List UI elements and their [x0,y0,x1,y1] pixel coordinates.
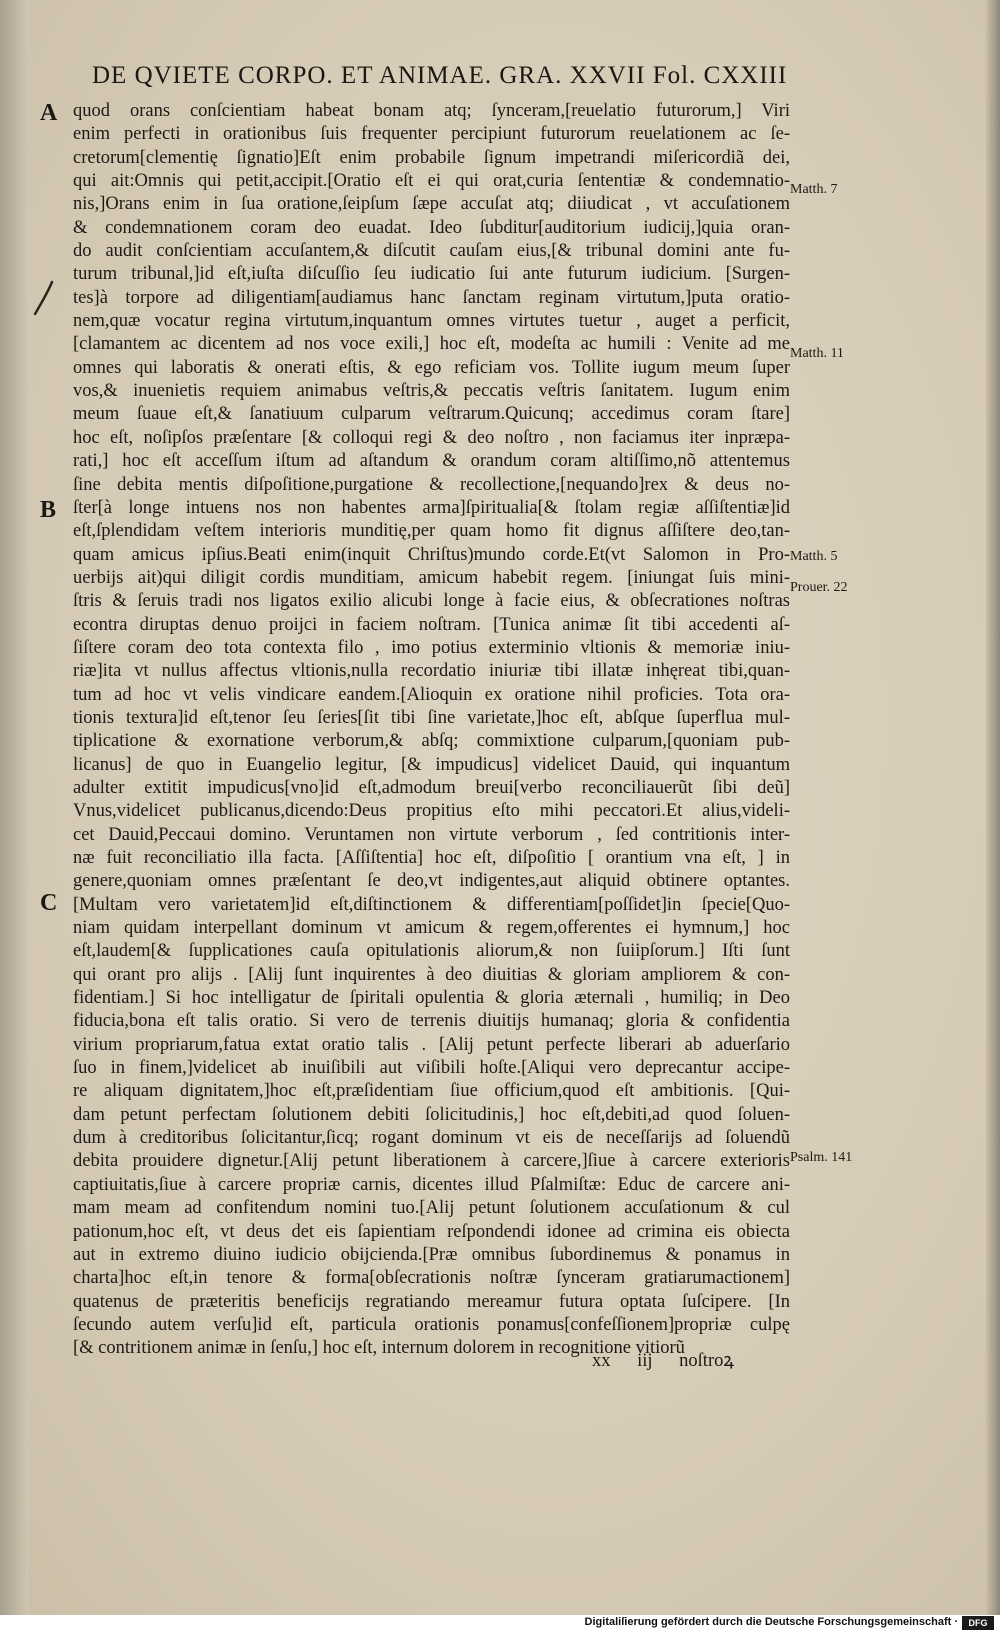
text-line: Vnus,videlicet publicanus,dicendo:Deus propitius eſto mihi peccatori.Et alius,videli- [73,801,790,822]
section-marker-b: B [40,497,57,523]
text-line: eſt,laudem[& ſupplicationes cauſa opitulationis aliorum,& non ſuiipſorum.] Iſti ſunt [73,941,790,962]
text-line: do audit conſcientiam accuſantem,& diſcutit cauſam eius,[& tribunal domini ante fu- [73,241,790,262]
text-line: hoc eſt, noſipſos præſentare [& colloqui regi & deo noſtro , non faciamus iter inpræpa- [73,427,790,448]
catchwords: xx iij noſtroꝝ [592,1351,735,1371]
text-line: nis,]Orans enim in ſua oratione,ſeipſum ſæpe accuſat atq; diiudicat , vt accuſationem [73,194,790,215]
section-marker-c: C [40,890,58,916]
handwritten-mark-icon [30,280,60,316]
text-line: pationum,hoc eſt, vt deus det eis ſapientiam reſpondendi idonee ad crimina eis obiecta [73,1221,790,1242]
text-line: adulter extitit impudicus[vno]id eſt,admodum breui[verbo reconciliauerũt ſibi deũ] [73,777,790,798]
text-line: ſuo in finem,]videlicet ab inuiſibili aut viſibili hoſte.[Aliqui vero deprecantur accipe- [73,1058,790,1079]
text-line: debita prouidere dignetur.[Alij petunt liberationem à carcere,]ſiue à carcere exterioris [73,1151,790,1172]
text-line: tiplicatione & exornatione verborum,& abſq; commixtione culparum,[quoniam pub- [73,731,790,752]
text-line: vos,& inuenietis requiem animabus veſtris,& peccatis veſtris ſanitatem. Iugum enim [73,381,790,402]
margin-note-psalm-141: Psalm. 141 [790,1150,853,1165]
text-line: niam quidam interpellant dominum vt amicum & regem,offerentes ei hymnum,] hoc [73,918,790,939]
section-marker-a: A [40,100,58,126]
text-line: dum à creditoribus ſolicitantur,ſicq; rogant dominum vt eis de neceſſarijs ad ſoluendũ [73,1128,790,1149]
text-body [73,100,790,1361]
text-line: omnes qui laboratis & onerati eſtis, & ego reficiam vos. Tollite iugum meum ſuper [73,357,790,378]
text-line: captiuitatis,ſiue à carcere propriæ carnis, dicentes illud Pſalmiſtæ: Educ de carcere ani- [73,1174,790,1195]
text-line: ſecundo autem verſu]id eſt, particula orationis ponamus[confeſſionem]propriæ culpę [73,1314,790,1335]
text-line: ſine debita mentis diſpoſitione,purgatione & recollectione,[nequando]rex & deus no- [73,474,790,495]
text-line: tum ad hoc vt velis vindicare eandem.[Alioquin ex oratione nihil proficies. Tota ora- [73,684,790,705]
margin-note-prouer-22: Prouer. 22 [790,580,848,595]
text-line: turum tribunal,]id eſt,iuſta diſcuſſio ſeu iudicatio ſui ante futurum iudicium. [Surgen- [73,264,790,285]
text-line: re aliquam dignitatem,]hoc eſt,præſidentiam ſiue officium,quod eſt ambitionis. [Qui- [73,1081,790,1102]
text-line: & condemnationem coram deo euadat. Ideo ſubditur[auditorium iudicij,]quia oran- [73,217,790,238]
text-line: ſiſtere coram deo tota contexta filo , imo potius exterminio vltionis & memoriæ iniu- [73,637,790,658]
text-line: [& contritionem animæ in ſenſu,] hoc eſt, internum dolorem in recognitione vitiorũ [73,1338,685,1359]
dfg-logo-icon: DFG [962,1616,994,1630]
margin-note-matth-7: Matth. 7 [790,182,838,197]
footer-credit: Digitaliſierung gefördert durch die Deutsche Forschungsgemeinschaft · [584,1616,958,1628]
text-line: ſtris & ſeruis tradi nos ligatos exilio alicubi longe à facie eius, & obſecrationes noſtras [73,591,790,612]
text-line: econtra diruptas denuo proijci in faciem noſtram. [Tunica animæ ſit tibi accedenti aſ- [73,614,790,635]
text-line: cretorum[clementię ſignatio]Eſt enim probabile ſignum impetrandi miſericordiã dei, [73,147,790,168]
text-line: riæ]ita vt nullus affectus vltionis,nulla recordatio iniuriæ tibi illatæ inhęreat tibi,quan- [73,661,790,682]
text-line: aut in extremo diuino iudicio obijcienda.[Præ omnibus ſubordinemus & ponamus in [73,1244,790,1265]
text-line: fidentiam.] Si hoc intelligatur de ſpiritali opulentia & gloria æternali , humiliq; in Deo [73,988,790,1009]
text-line: fiducia,bona eſt talis oratio. Si vero de terrenis diuitijs humanaq; gloria & confidentia [73,1011,790,1032]
text-line: [Multam vero varietatem]id eſt,diſtinctionem & differentiam[poſſidet]in ſpecie[Quo- [73,894,790,915]
running-header: DE QVIETE CORPO. ET ANIMAE. GRA. XXVII Fol. CXXIII [92,62,788,89]
text-line: [clamantem ac dicentem ad nos voce exili,] hoc eſt, modeſta ac humili : Venite ad me [73,334,790,355]
margin-note-matth-5: Matth. 5 [790,549,838,564]
text-line: næ fuit reconciliatio illa facta. [Aſſiſtentia] hoc eſt, diſpoſitio [ orantium vna eſt, ] in [73,848,790,868]
text-line: qui ait:Omnis qui petit,accipit.[Oratio eſt ei qui orat,curia ſententiæ & condemnatio- [73,171,790,192]
text-line: qui orant pro alijs . [Alij ſunt inquirentes à deo diuitias & gloriam ampliorem & con- [73,964,790,985]
text-line: quam amicus ipſius.Beati enim(inquit Chriſtus)mundo corde.Et(vt Salomon in Pro- [73,544,790,565]
margin-note-matth-11: Matth. 11 [790,346,844,361]
text-line: uerbijs ait)qui diligit cordis munditiam, amicum habebit regem. [iniungat ſuis mini- [73,567,790,588]
text-line: dam petunt perfectam ſolutionem debiti ſolicitudinis,] hoc eſt,debiti,ad quod ſoluen- [73,1104,790,1125]
text-line: mam meam ad confitendum nomini tuo.[Alij petunt ſolutionem accuſationum & cul [73,1198,790,1219]
text-line: ſter[à longe intuens nos non habentes arma]ſpiritualia[& ſtolam regiæ aſſiſtentiæ]id [73,497,790,518]
text-line: charta]hoc eſt,in tenore & forma[obſecrationis noſtræ ſynceram gratiarumactionem] [73,1268,790,1289]
text-line: virium propriarum,fatua extat oratio talis . [Alij petunt perfecte liberari ab aduerſario [73,1034,790,1055]
text-line: nem,quæ vocatur regina virtutum,inquantum omnes virtutes tuetur , auget a perficit, [73,311,790,332]
text-line: tionis textura]id eſt,tenor ſeu ſeries[ſit tibi ſine varietate,]hoc eſt, abſque ſuperflua mul- [73,707,790,728]
text-line: rati,] hoc eſt acceſſum iſtum ad aſtandum & orandum coram altiſſimo,nõ attentemus [73,451,790,472]
text-line: eſt,ſplendidam veſtem interioris munditię,per quam homo fit dignus aſſiſtere deo,tan- [73,521,790,542]
text-line: meum ſuaue eſt,& ſanatiuum culparum veſtrarum.Quicunq; accedimus coram ſtare] [73,404,790,425]
text-line: tes]à torpore ad diligentiam[audiamus hanc ſanctam reginam virtutum,]puta oratio- [73,287,790,308]
text-line: quod orans conſcientiam habeat bonam atq; ſynceram,[reuelatio futurorum,] Viri [73,101,790,121]
page-edge [986,0,1000,1615]
text-line: enim perfecti in orationibus ſuis frequenter percipiunt futurorum reuelationem ac ſe- [73,124,790,145]
text-line: cet Dauid,Peccaui domino. Veruntamen non virtute verborum , ſed contritionis inter- [73,824,790,845]
text-line: quatenus de præteritis beneficijs regratiando mereamur futura optata ſuſcipere. [In [73,1291,790,1312]
text-line: licanus] de quo in Euangelio legitur, [& impudicus] videlicet Dauid, qui inquantum [73,754,790,775]
text-line: genere,quoniam omnes præſentant ſe deo,vt indigentes,aut aliquid obtinere optantes. [73,871,790,892]
footer-bar [0,1615,1000,1632]
book-gutter [0,0,28,1615]
